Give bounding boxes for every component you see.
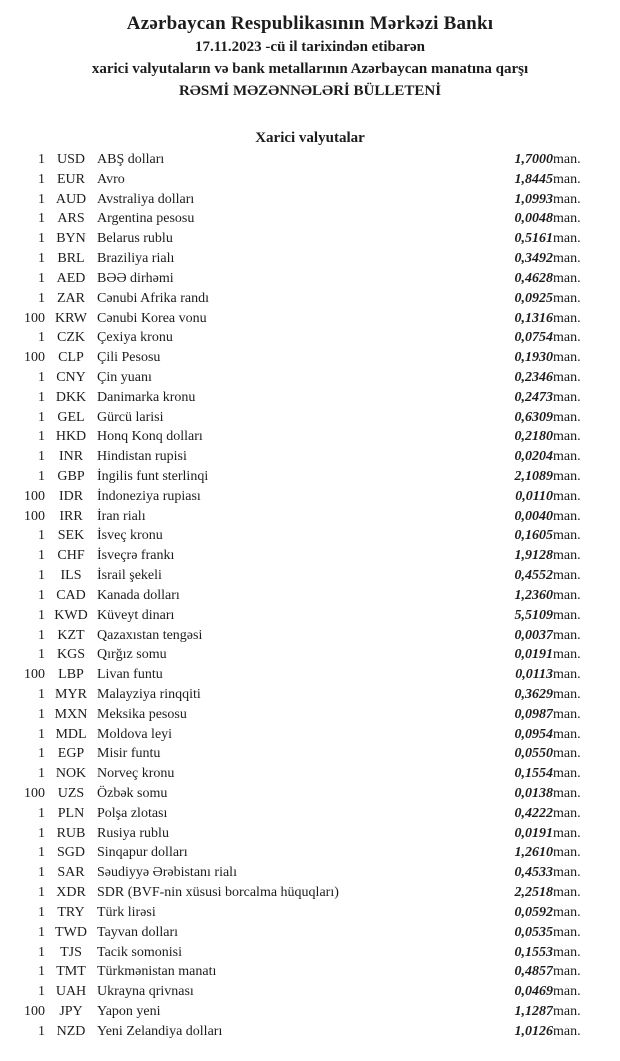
effective-date-line: 17.11.2023 -cü il tarixindən etibarən xyxy=(195,39,425,55)
rate-value-cell: 0,0204 xyxy=(514,449,553,465)
currency-code-cell: EGP xyxy=(57,746,85,762)
rate-value-cell: 0,3629 xyxy=(514,686,553,702)
rate-row-kgs xyxy=(0,645,620,665)
quantity-cell: 1 xyxy=(38,449,45,465)
quantity-cell: 1 xyxy=(38,647,45,663)
rate-row-nok xyxy=(0,764,620,784)
rate-value-cell: 0,5161 xyxy=(514,231,553,247)
unit-cell: man. xyxy=(553,350,581,366)
currency-name-cell: Cənubi Korea vonu xyxy=(97,310,207,326)
currency-name-cell: Tacik somonisi xyxy=(97,944,182,960)
rate-value-cell: 0,0037 xyxy=(514,627,553,643)
currency-name-cell: Gürcü larisi xyxy=(97,409,164,425)
rate-row-ils xyxy=(0,566,620,586)
currency-code-cell: CZK xyxy=(57,330,85,346)
unit-cell: man. xyxy=(553,766,581,782)
rate-row-sgd xyxy=(0,843,620,863)
quantity-cell: 1 xyxy=(38,171,45,187)
rate-value-cell: 0,4628 xyxy=(514,270,553,286)
unit-cell: man. xyxy=(553,924,581,940)
rate-value-cell: 0,0535 xyxy=(514,924,553,940)
unit-cell: man. xyxy=(553,726,581,742)
quantity-cell: 1 xyxy=(38,964,45,980)
quantity-cell: 100 xyxy=(24,1003,45,1019)
unit-cell: man. xyxy=(553,171,581,187)
quantity-cell: 1 xyxy=(38,389,45,405)
quantity-cell: 1 xyxy=(38,211,45,227)
currency-code-cell: UAH xyxy=(55,984,87,1000)
rate-value-cell: 0,0592 xyxy=(514,904,553,920)
quantity-cell: 1 xyxy=(38,528,45,544)
currency-code-cell: GEL xyxy=(57,409,85,425)
rate-row-clp xyxy=(0,348,620,368)
unit-cell: man. xyxy=(553,686,581,702)
rate-row-uah xyxy=(0,982,620,1002)
quantity-cell: 1 xyxy=(38,429,45,445)
rate-value-cell: 0,0469 xyxy=(514,984,553,1000)
currency-name-cell: BƏƏ dirhəmi xyxy=(97,270,174,286)
quantity-cell: 1 xyxy=(38,152,45,167)
currency-name-cell: Hindistan rupisi xyxy=(97,449,187,465)
rate-value-cell: 1,1287 xyxy=(514,1003,553,1019)
currency-name-cell: Küveyt dinarı xyxy=(97,607,175,623)
rate-row-try xyxy=(0,903,620,923)
currency-code-cell: KGS xyxy=(56,647,85,663)
quantity-cell: 1 xyxy=(38,885,45,901)
rate-row-cad xyxy=(0,586,620,606)
quantity-cell: 100 xyxy=(24,786,45,801)
rate-value-cell: 5,5109 xyxy=(514,607,553,623)
unit-cell: man. xyxy=(553,211,581,227)
quantity-cell: 1 xyxy=(38,825,45,841)
currency-name-cell: Çexiya kronu xyxy=(97,330,173,346)
quantity-cell: 1 xyxy=(38,904,45,920)
quantity-cell: 1 xyxy=(38,369,45,385)
currency-name-cell: Danimarka kronu xyxy=(97,389,196,405)
exchange-rates-body xyxy=(0,150,620,1042)
unit-cell: man. xyxy=(553,845,581,861)
currency-name-cell: Moldova leyi xyxy=(97,726,173,742)
rate-value-cell: 0,0925 xyxy=(514,290,553,306)
unit-cell: man. xyxy=(553,389,581,405)
quantity-cell: 100 xyxy=(24,350,45,366)
rate-value-cell: 2,2518 xyxy=(514,885,553,901)
currency-code-cell: TJS xyxy=(60,944,82,960)
quantity-cell: 100 xyxy=(24,488,45,504)
currency-code-cell: AUD xyxy=(55,191,87,207)
currency-code-cell: SAR xyxy=(57,865,85,881)
rate-value-cell: 0,0754 xyxy=(514,330,553,346)
bulletin-header xyxy=(0,0,620,102)
currency-code-cell: MYR xyxy=(55,686,87,702)
currency-code-cell: SEK xyxy=(57,528,85,544)
currency-name-cell: İndoneziya rupiası xyxy=(97,488,201,504)
currency-code-cell: ILS xyxy=(60,568,82,584)
unit-cell: man. xyxy=(553,548,581,564)
rate-value-cell: 0,0987 xyxy=(514,706,553,722)
currency-code-cell: KRW xyxy=(55,310,87,326)
unit-cell: man. xyxy=(553,627,581,643)
rate-row-eur xyxy=(0,170,620,190)
currency-name-cell: Malayziya rinqqiti xyxy=(97,686,201,702)
quantity-cell: 1 xyxy=(38,270,45,286)
rate-value-cell: 0,0191 xyxy=(514,825,553,841)
unit-cell: man. xyxy=(553,488,581,504)
currency-code-cell: INR xyxy=(58,449,84,465)
rate-row-hkd xyxy=(0,427,620,447)
currency-name-cell: Özbək somu xyxy=(97,786,168,801)
rate-row-idr xyxy=(0,487,620,507)
rate-value-cell: 1,2610 xyxy=(514,845,553,861)
unit-cell: man. xyxy=(553,786,581,801)
exchange-rates-table xyxy=(0,150,620,1042)
unit-cell: man. xyxy=(553,231,581,247)
rate-row-usd xyxy=(0,150,620,170)
quantity-cell: 1 xyxy=(38,330,45,346)
rate-row-twd xyxy=(0,923,620,943)
rate-row-aed xyxy=(0,269,620,289)
quantity-cell: 1 xyxy=(38,290,45,306)
rate-row-gbp xyxy=(0,467,620,487)
unit-cell: man. xyxy=(553,469,581,484)
rate-value-cell: 1,0993 xyxy=(514,191,553,207)
unit-cell: man. xyxy=(553,885,581,901)
currency-name-cell: İran rialı xyxy=(97,508,146,524)
unit-cell: man. xyxy=(553,706,581,722)
unit-cell: man. xyxy=(553,290,581,306)
currency-name-cell: Türkmənistan manatı xyxy=(97,964,217,980)
currency-name-cell: Türk lirəsi xyxy=(97,904,156,920)
currency-code-cell: AED xyxy=(56,270,86,286)
quantity-cell: 1 xyxy=(38,845,45,861)
rate-row-brl xyxy=(0,249,620,269)
currency-name-cell: Cənubi Afrika randı xyxy=(97,290,209,306)
quantity-cell: 1 xyxy=(38,805,45,821)
currency-code-cell: HKD xyxy=(55,429,87,445)
currency-name-cell: ABŞ dolları xyxy=(97,152,165,167)
rate-value-cell: 2,1089 xyxy=(514,469,553,484)
rate-row-kwd xyxy=(0,606,620,626)
rate-value-cell: 0,4222 xyxy=(514,805,553,821)
currency-name-cell: Ukrayna qrivnası xyxy=(97,984,194,1000)
currency-code-cell: KWD xyxy=(54,607,88,623)
quantity-cell: 1 xyxy=(38,944,45,960)
currency-code-cell: SGD xyxy=(56,845,85,861)
rate-value-cell: 1,0126 xyxy=(514,1023,553,1039)
rate-row-pln xyxy=(0,804,620,824)
rate-value-cell: 0,1930 xyxy=(514,350,553,366)
rate-value-cell: 1,8445 xyxy=(514,171,553,187)
rate-value-cell: 0,1553 xyxy=(514,944,553,960)
rate-value-cell: 0,0048 xyxy=(514,211,553,227)
currency-code-cell: MXN xyxy=(54,706,88,722)
unit-cell: man. xyxy=(553,528,581,544)
currency-code-cell: NZD xyxy=(56,1023,86,1039)
rate-row-sar xyxy=(0,863,620,883)
rate-row-dkk xyxy=(0,388,620,408)
quantity-cell: 1 xyxy=(38,587,45,603)
quantity-cell: 100 xyxy=(24,667,45,683)
rate-row-myr xyxy=(0,685,620,705)
unit-cell: man. xyxy=(553,1003,581,1019)
rate-row-tjs xyxy=(0,943,620,963)
rate-value-cell: 0,4552 xyxy=(514,568,553,584)
unit-cell: man. xyxy=(553,1023,581,1039)
unit-cell: man. xyxy=(553,984,581,1000)
currency-code-cell: XDR xyxy=(56,885,86,901)
currency-name-cell: Meksika pesosu xyxy=(97,706,187,722)
quantity-cell: 1 xyxy=(38,766,45,782)
unit-cell: man. xyxy=(553,904,581,920)
bulletin-title: RƏSMİ MƏZƏNNƏLƏRİ BÜLLETENİ xyxy=(178,83,442,99)
unit-cell: man. xyxy=(553,251,581,267)
unit-cell: man. xyxy=(553,647,581,663)
rate-value-cell: 0,1554 xyxy=(514,766,553,782)
currency-code-cell: IRR xyxy=(59,508,83,524)
rate-row-rub xyxy=(0,824,620,844)
currency-code-cell: BYN xyxy=(56,231,86,247)
currency-name-cell: Polşa zlotası xyxy=(97,805,168,821)
quantity-cell: 1 xyxy=(38,469,45,484)
currency-code-cell: NOK xyxy=(55,766,87,782)
scope-line: xarici valyutaların və bank metallarının Azərbaycan manatına qarşı xyxy=(91,61,529,77)
quantity-cell: 1 xyxy=(38,726,45,742)
quantity-cell: 1 xyxy=(38,1023,45,1039)
rate-row-byn xyxy=(0,229,620,249)
unit-cell: man. xyxy=(553,746,581,762)
rate-row-cny xyxy=(0,368,620,388)
currency-code-cell: LBP xyxy=(58,667,84,683)
currency-code-cell: BRL xyxy=(57,251,85,267)
rate-row-krw xyxy=(0,309,620,329)
currency-name-cell: SDR (BVF-nin xüsusi borcalma hüquqları) xyxy=(97,885,339,901)
unit-cell: man. xyxy=(553,152,581,167)
currency-name-cell: Avro xyxy=(97,171,125,187)
currency-name-cell: Kanada dolları xyxy=(97,587,180,603)
currency-name-cell: Braziliya rialı xyxy=(97,251,175,267)
quantity-cell: 1 xyxy=(38,548,45,564)
currency-code-cell: EUR xyxy=(57,171,85,187)
quantity-cell: 1 xyxy=(38,865,45,881)
rate-row-mxn xyxy=(0,705,620,725)
currency-code-cell: TWD xyxy=(55,924,87,940)
currency-name-cell: Argentina pesosu xyxy=(97,211,195,227)
quantity-cell: 1 xyxy=(38,686,45,702)
quantity-cell: 1 xyxy=(38,568,45,584)
unit-cell: man. xyxy=(553,964,581,980)
rate-value-cell: 0,2346 xyxy=(514,369,553,385)
quantity-cell: 1 xyxy=(38,984,45,1000)
currency-code-cell: ARS xyxy=(57,211,85,227)
rate-value-cell: 0,3492 xyxy=(514,251,553,267)
currency-code-cell: MDL xyxy=(55,726,87,742)
quantity-cell: 100 xyxy=(24,310,45,326)
currency-name-cell: Misir funtu xyxy=(97,746,161,762)
unit-cell: man. xyxy=(553,568,581,584)
currency-name-cell: İsveç kronu xyxy=(97,528,163,544)
currency-name-cell: Norveç kronu xyxy=(97,766,175,782)
currency-name-cell: Çin yuanı xyxy=(97,369,152,385)
currency-name-cell: Qırğız somu xyxy=(97,647,167,663)
currency-code-cell: PLN xyxy=(57,805,85,821)
currency-code-cell: DKK xyxy=(55,389,87,405)
rate-row-jpy xyxy=(0,1002,620,1022)
rate-value-cell: 0,0113 xyxy=(515,667,553,683)
rate-row-tmt xyxy=(0,962,620,982)
rate-value-cell: 0,1316 xyxy=(514,310,553,326)
currency-name-cell: İsveçrə frankı xyxy=(97,548,175,564)
currency-name-cell: Yapon yeni xyxy=(97,1003,161,1019)
rate-value-cell: 0,0954 xyxy=(514,726,553,742)
quantity-cell: 1 xyxy=(38,231,45,247)
currency-code-cell: CAD xyxy=(56,587,86,603)
quantity-cell: 1 xyxy=(38,409,45,425)
rate-value-cell: 0,2180 xyxy=(514,429,553,445)
currency-name-cell: Səudiyyə Ərəbistanı rialı xyxy=(97,865,237,881)
currency-name-cell: Yeni Zelandiya dolları xyxy=(97,1023,223,1039)
unit-cell: man. xyxy=(553,330,581,346)
quantity-cell: 1 xyxy=(38,607,45,623)
rate-row-egp xyxy=(0,744,620,764)
rate-value-cell: 1,2360 xyxy=(514,587,553,603)
unit-cell: man. xyxy=(553,865,581,881)
currency-name-cell: İsrail şekeli xyxy=(97,568,162,584)
quantity-cell: 1 xyxy=(38,191,45,207)
unit-cell: man. xyxy=(553,825,581,841)
currency-name-cell: Çili Pesosu xyxy=(97,350,161,366)
rate-value-cell: 0,4533 xyxy=(514,865,553,881)
rate-row-kzt xyxy=(0,626,620,646)
bank-title: Azərbaycan Respublikasının Mərkəzi Bankı xyxy=(126,13,494,34)
rate-value-cell: 1,7000 xyxy=(514,152,553,167)
unit-cell: man. xyxy=(553,270,581,286)
quantity-cell: 1 xyxy=(38,251,45,267)
unit-cell: man. xyxy=(553,449,581,465)
currency-code-cell: JPY xyxy=(59,1003,83,1019)
quantity-cell: 1 xyxy=(38,706,45,722)
currency-name-cell: Sinqapur dolları xyxy=(97,845,188,861)
quantity-cell: 1 xyxy=(38,924,45,940)
currency-code-cell: CHF xyxy=(57,548,85,564)
unit-cell: man. xyxy=(553,191,581,207)
currency-code-cell: TRY xyxy=(57,904,85,920)
currency-code-cell: IDR xyxy=(58,488,84,504)
unit-cell: man. xyxy=(553,429,581,445)
rate-value-cell: 0,0040 xyxy=(514,508,553,524)
currency-name-cell: Tayvan dolları xyxy=(97,924,179,940)
rate-value-cell: 0,0550 xyxy=(514,746,553,762)
currency-code-cell: CNY xyxy=(56,369,86,385)
rate-value-cell: 0,0110 xyxy=(515,488,553,504)
currency-code-cell: RUB xyxy=(56,825,86,841)
rate-row-czk xyxy=(0,328,620,348)
currency-code-cell: CLP xyxy=(58,350,84,366)
quantity-cell: 1 xyxy=(38,746,45,762)
currency-name-cell: Honq Konq dolları xyxy=(97,429,203,445)
rate-row-nzd xyxy=(0,1022,620,1042)
quantity-cell: 100 xyxy=(24,508,45,524)
currency-name-cell: Livan funtu xyxy=(97,667,163,683)
currency-name-cell: Avstraliya dolları xyxy=(97,191,195,207)
rate-row-irr xyxy=(0,507,620,527)
currency-name-cell: Qazaxıstan tengəsi xyxy=(97,627,203,643)
rate-row-inr xyxy=(0,447,620,467)
rate-value-cell: 0,1605 xyxy=(514,528,553,544)
rate-value-cell: 0,0138 xyxy=(514,786,553,801)
currency-code-cell: KZT xyxy=(57,627,85,643)
rate-value-cell: 1,9128 xyxy=(514,548,553,564)
unit-cell: man. xyxy=(553,409,581,425)
unit-cell: man. xyxy=(553,310,581,326)
unit-cell: man. xyxy=(553,369,581,385)
rate-value-cell: 0,6309 xyxy=(514,409,553,425)
currency-code-cell: TMT xyxy=(56,964,86,980)
unit-cell: man. xyxy=(553,587,581,603)
rate-row-aud xyxy=(0,190,620,210)
rate-row-lbp xyxy=(0,665,620,685)
currency-code-cell: USD xyxy=(56,152,85,167)
unit-cell: man. xyxy=(553,944,581,960)
rate-row-ars xyxy=(0,209,620,229)
unit-cell: man. xyxy=(553,508,581,524)
rate-row-xdr xyxy=(0,883,620,903)
rate-row-chf xyxy=(0,546,620,566)
rate-value-cell: 0,0191 xyxy=(514,647,553,663)
rate-value-cell: 0,2473 xyxy=(514,389,553,405)
currency-name-cell: Belarus rublu xyxy=(97,231,173,247)
currency-code-cell: ZAR xyxy=(57,290,85,306)
unit-cell: man. xyxy=(553,607,581,623)
rate-row-gel xyxy=(0,408,620,428)
quantity-cell: 1 xyxy=(38,627,45,643)
section-title-foreign-currencies: Xarici valyutalar xyxy=(255,130,365,146)
unit-cell: man. xyxy=(553,667,581,683)
rate-row-zar xyxy=(0,289,620,309)
currency-code-cell: UZS xyxy=(57,786,85,801)
unit-cell: man. xyxy=(553,805,581,821)
currency-name-cell: İngilis funt sterlinqi xyxy=(97,469,209,484)
rate-row-sek xyxy=(0,526,620,546)
currency-name-cell: Rusiya rublu xyxy=(97,825,169,841)
rate-value-cell: 0,4857 xyxy=(514,964,553,980)
currency-code-cell: GBP xyxy=(57,469,85,484)
rate-row-uzs xyxy=(0,784,620,804)
rate-row-mdl xyxy=(0,725,620,745)
